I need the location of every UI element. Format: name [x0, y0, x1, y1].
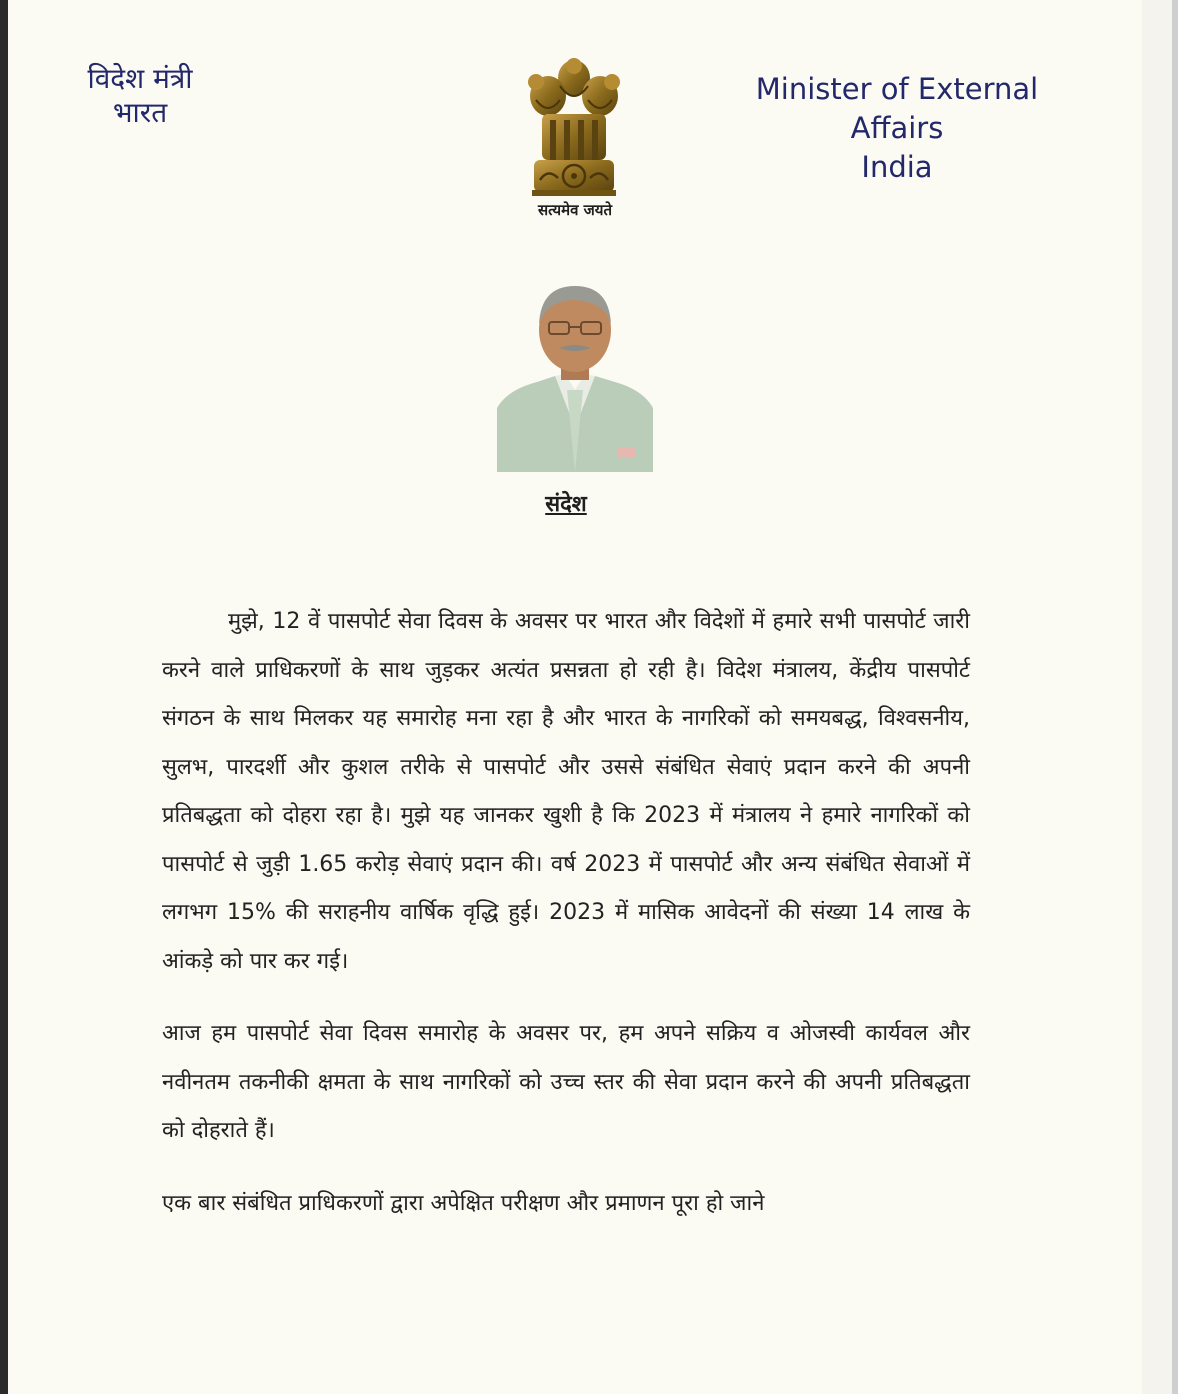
scan-edge-left: [0, 0, 8, 1394]
document-title: संदेश: [545, 492, 587, 517]
message-paragraph-3: एक बार संबंधित प्राधिकरणों द्वारा अपेक्षित परीक्षण और प्रमाणन पूरा हो जाने: [162, 1190, 765, 1216]
letterhead-hindi: [60, 62, 220, 130]
message-paragraph-1: मुझे, 12 वें पासपोर्ट सेवा दिवस के अवसर पर भारत और विदेशों में हमारे सभी पासपोर्ट जारी करने वाले प्राधिकरणों के साथ जुड़कर अत्यंत प्रसन्नता हो रही है। विदेश मंत्रालय, केंद्रीय पासपोर्ट संगठन के साथ मिलकर यह समारोह मना रहा है और भारत के नागरिकों को समयबद्ध, विश्वसनीय, सुलभ, पारदर्शी और कुशल तरीके से पासपोर्ट और उससे संबंधित सेवाएं प्रदान करने की अपनी प्रतिबद्धता को दोहरा रहा है। मुझे यह जानकर खुशी है कि 2023 में मंत्रालय ने हमारे नागरिकों को पासपोर्ट से जुड़ी 1.65 करोड़ सेवाएं प्रदान की। वर्ष 2023 में पासपोर्ट और अन्य संबंधित सेवाओं में लगभग 15% की सराहनीय वार्षिक वृद्धि हुई। 2023 में मासिक आवेदनों की संख्या 14 लाख के आंकड़े को पार कर गई।: [162, 609, 970, 974]
letterhead-hindi-country: भारत: [112, 96, 168, 129]
emblem-motto: सत्यमेव जयते: [537, 201, 613, 219]
scan-edge-right: [1172, 0, 1178, 1394]
message-body: [162, 598, 970, 1228]
scan-edge-right-shade: [1142, 0, 1172, 1394]
letterhead-english: [712, 70, 1082, 187]
letterhead-hindi-title: विदेश मंत्री: [87, 62, 193, 95]
message-paragraph-2: आज हम पासपोर्ट सेवा दिवस समारोह के अवसर पर, हम अपने सक्रिय व ओजस्वी कार्यवल और नवीनतम तकनीकी क्षमता के साथ नागरिकों को उच्च स्तर की सेवा प्रदान करने की अपनी प्रतिबद्धता को दोहराते हैं।: [162, 1021, 970, 1143]
minister-portrait: [497, 278, 653, 472]
letterhead-english-title: Minister of External Affairs: [755, 72, 1039, 145]
national-emblem-icon: [522, 56, 626, 206]
letterhead-english-country: India: [861, 150, 933, 184]
